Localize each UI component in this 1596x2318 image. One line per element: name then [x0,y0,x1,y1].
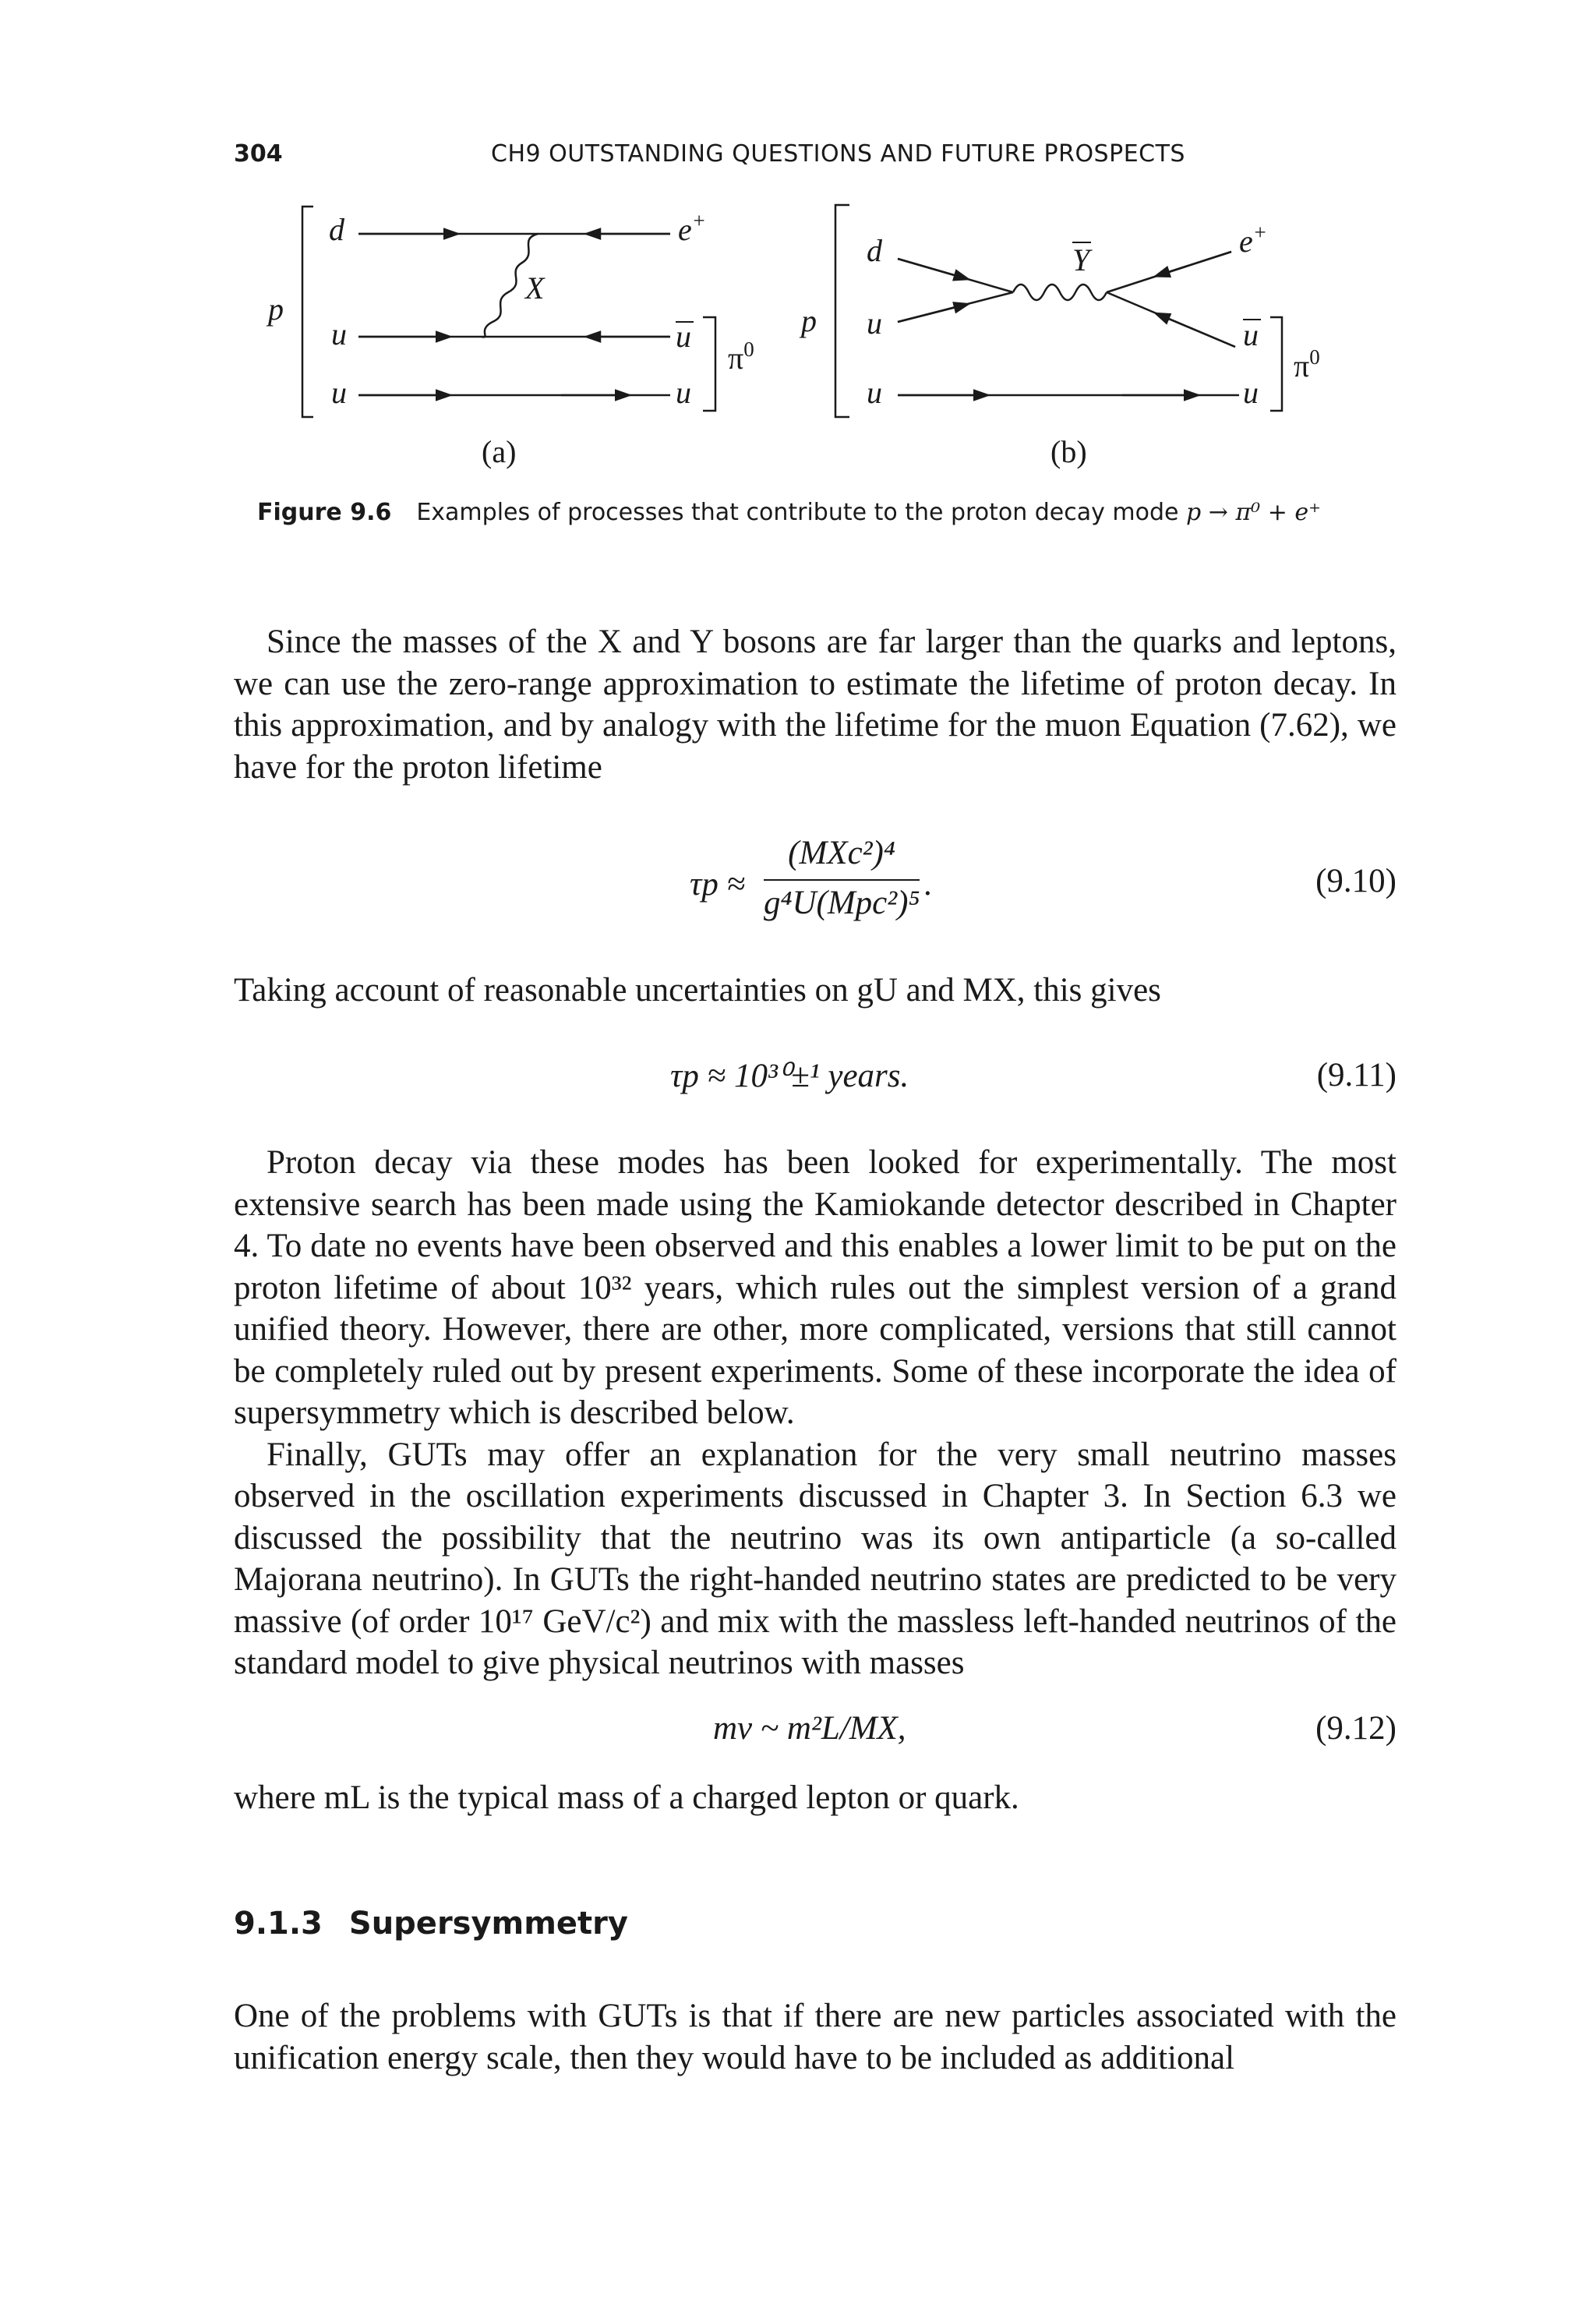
section-number: 9.1.3 [234,1906,323,1942]
proton-label-a: p [268,292,284,327]
eq-number-9-11: (9.11) [1316,1057,1396,1094]
line-vertex-to-positron-b [1107,252,1231,292]
caption-label: Figure 9.6 [257,499,392,526]
quark-d-label-b: d [867,233,882,268]
y-boson-label [1072,242,1093,277]
feynman-diagrams [234,191,1418,487]
eq-9-10-denominator: g⁴U(Mpc²)⁵ [764,885,920,921]
quark-d-label-a: d [329,212,344,247]
paragraph-6 [234,1995,1396,2079]
caption-math: p → π⁰ + e⁺ [1186,499,1321,526]
proton-label-b: p [801,303,817,338]
figure-9-6 [234,191,1418,487]
caption-text: Examples of processes that contribute to the proton decay mode [416,499,1187,526]
eq-number-9-10: (9.10) [1315,863,1396,899]
quark-u-label-a-mid: u [331,316,347,352]
eq-9-10-lhs: τp ≈ [690,866,746,903]
paragraph-1 [234,621,1396,788]
positron-label-a: e+ [678,209,706,247]
eq-9-10-fraction [764,826,920,928]
svg-text:u: u [676,319,691,354]
section-title: Supersymmetry [348,1906,628,1942]
equation-9-12 [234,1709,1396,1756]
paragraph-5-text: where mL is the typical mass of a charged lepton or quark. [234,1779,1019,1816]
proton-bracket-a [302,207,313,417]
pion-bracket-a [703,317,715,411]
paragraph-6-text: One of the problems with GUTs is that if there are new particles associated with the unification energy scale, then they would have to be included as additional [234,1998,1396,2076]
line-d-to-vertex-b [898,259,1013,292]
paragraph-5 [234,1777,1396,1819]
x-boson-label: X [525,270,545,306]
quark-u-out-label-a: u [676,375,691,410]
svg-text:Y: Y [1072,242,1090,277]
eq-9-12-expression: mν ~ m²L/MX, [713,1710,906,1747]
eq-9-10-period: . [923,866,932,903]
line-u-to-vertex-b [898,292,1013,322]
paragraph-1-text: Since the masses of the X and Y bosons are far larger than the quarks and leptons, we can use the zero-range approximation to estimate the lifetime of proton decay. In this approximation, and by analogy with the lifetime for the muon Equation (7.62), we have for the proton lifetime [234,624,1396,786]
antiquark-label-a [676,319,694,354]
eq-number-9-12: (9.12) [1315,1710,1396,1747]
figure-caption [257,499,1426,526]
equation-9-11 [234,1056,1396,1103]
section-heading [234,1906,628,1942]
quark-u-label-b-bot: u [867,375,882,410]
paragraph-4-text: Finally, GUTs may offer an explanation for the very small neutrino masses observed in the oscillation experiments discussed in Chapter 3. In Section 6.3 we discussed the possibility that the neutrino was its own antiparticle (a so-called Majorana neutrino). In GUTs the right-handed neutrino states are predicted to be very massive (of order 10¹⁷ GeV/c²) and mix with the massless left-handed neutrinos of the standard model to give physical neutrinos with masses [234,1436,1396,1681]
diagram-a [266,207,754,469]
page-number: 304 [234,140,283,168]
pion-label-a: $\pi^0$ [728,337,754,376]
running-title: CH9 OUTSTANDING QUESTIONS AND FUTURE PROSPECTS [491,140,1185,168]
equation-9-10 [234,826,1396,928]
eq-9-10-numerator: (MXc²)⁴ [788,835,895,871]
antiquark-label-b [1243,317,1261,352]
proton-bracket-b [835,205,849,417]
eq-9-10-fraction-bar [764,879,920,881]
panel-label-a: (a) [482,434,517,469]
pion-label-b: $\pi^0$ [1294,345,1320,383]
y-boson-propagator [1013,284,1107,300]
quark-u-out-label-b: u [1243,375,1259,410]
panel-label-b: (b) [1050,434,1087,469]
diagram-b [799,205,1320,469]
running-head [234,140,1396,171]
paragraph-2 [234,970,1396,1012]
line-vertex-to-ubar-b [1107,292,1235,347]
pion-bracket-b [1270,317,1282,411]
paragraph-2-text: Taking account of reasonable uncertainties on gU and MX, this gives [234,972,1161,1009]
eq-9-11-expression: τp ≈ 10³⁰±¹ years. [670,1058,909,1094]
svg-text:u: u [1243,317,1259,352]
paragraph-3-text: Proton decay via these modes has been looked for experimentally. The most extensive search has been made using the Kamiokande detector described in Chapter 4. To date no events have been observed and this enables a lower limit to be put on the proton lifetime of about 10³² years, which rules out the simplest version of a grand unified theory. However, there are other, more complicated, versions that still cannot be completely ruled out by present experiments. Some of these incorporate the idea of supersymmetry which is described below. [234,1144,1396,1431]
positron-label-b: e+ [1239,221,1267,259]
quark-u-label-b-mid: u [867,306,882,341]
paragraph-3-4 [234,1142,1396,1684]
quark-u-label-a-bot: u [331,375,347,410]
